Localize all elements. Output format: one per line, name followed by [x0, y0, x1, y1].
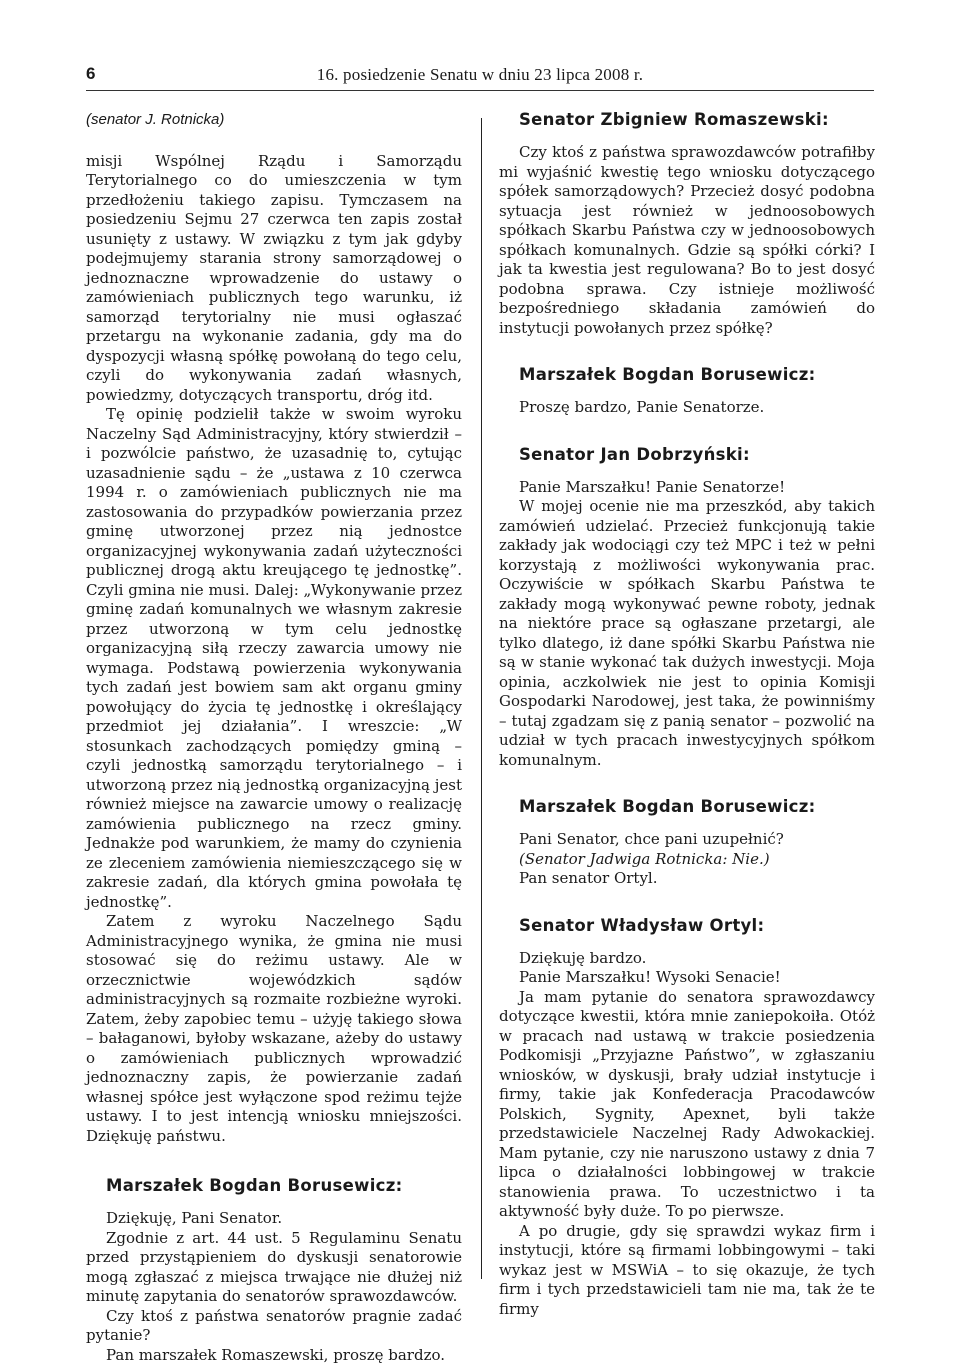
speaker-attribution: (senator J. Rotnicka)	[86, 110, 462, 130]
paragraph: Panie Marszałku! Panie Senatorze!	[499, 478, 875, 498]
paragraph: Tę opinię podzielił także w swoim wyroku Naczelny Sąd Administracyjny, który stwierdził – i pozwólcie państwo, że uzasadnię to, cytując uzasadnienie sądu – że „ustawa z 10 czerwca 1994 r. o zamówieniach publicznych nie ma zastosowania do przypadków powierzania przez gminę utworzonej przez nią jednostce organizacyjnej wykonywania zadań użyteczności publicznej drogą aktu kreującego tę jednostkę”. Czyli gmina nie musi. Dalej: „Wykonywanie przez gminę zadań komunalnych we własnym zakresie przez utworzoną w tym celu jednostkę organizacyjną siłą rzeczy zawarcia umowy nie wymaga. Podstawą powierzenia wykonywania tych zadań jest bowiem sam akt organu gminy powołujący do życia tę jednostkę i określający przedmiot jej działania”. I wreszcie: „W stosunkach zachodzących pomiędzy gminą – czyli jednostką samorządu terytorialnego – i utworzoną przez nią jednostką organizacyjną jest również miejsce na zawarcie umowy o realizację zamówienia publicznego na rzecz gminy. Jednakże pod warunkiem, że mamy do czynienia ze zleceniem zamówienia niemieszczącego się w zakresie zadań, dla których gmina powołała tę jednostkę”.	[86, 405, 462, 912]
speaker-heading: Marszałek Bogdan Borusewicz:	[519, 797, 875, 816]
right-column	[499, 110, 875, 1319]
paragraph: A po drugie, gdy się sprawdzi wykaz firm i instytucji, które są firmami lobbingowymi – taki wykaz jest w MSWiA – to się okazuje, że tych firm i tych przedstawicieli tam nie ma, tak że te firmy	[499, 1222, 875, 1320]
paragraph: Pan senator Ortyl.	[499, 869, 875, 889]
paragraph: Zatem z wyroku Naczelnego Sądu Administracyjnego wynika, że gmina nie musi stosować się do reżimu ustawy. Ale w orzecznictwie wojewódzkich sądów administracyjnych są rozmaite rozbieżne wyroki. Zatem, żeby zapobiec temu – użyję takiego słowa – bałaganowi, byłoby wskazane, ażeby do ustawy o zamówieniach publicznych wprowadzić jednoznaczny zapis, że powierzanie zadań własnej spółce jest wyłączone spod reżimu tejże ustawy. I to jest intencją wniosku mniejszości. Dziękuję państwu.	[86, 912, 462, 1146]
paragraph: Pani Senator, chce pani uzupełnić?	[499, 830, 875, 850]
paragraph: Zgodnie z art. 44 ust. 5 Regulaminu Senatu przed przystąpieniem do dyskusji senatorowie mogą zgłaszać z miejsca trwające nie dłużej niż minutę zapytania do senatorów sprawozdawców.	[86, 1229, 462, 1307]
page-number: 6	[86, 64, 95, 84]
page-header	[86, 64, 874, 91]
running-title: 16. posiedzenie Senatu w dniu 23 lipca 2008 r.	[86, 65, 874, 85]
speaker-heading: Senator Władysław Ortyl:	[519, 916, 875, 935]
speaker-heading: Marszałek Bogdan Borusewicz:	[519, 365, 875, 384]
paragraph: Czy ktoś z państwa senatorów pragnie zadać pytanie?	[86, 1307, 462, 1346]
speaker-heading: Marszałek Bogdan Borusewicz:	[106, 1176, 462, 1195]
interjection: (Senator Jadwiga Rotnicka: Nie.)	[499, 850, 875, 870]
paragraph: Ja mam pytanie do senatora sprawozdawcy dotyczące kwestii, która mnie zaniepokoiła. Otóż w pracach nad ustawą w trakcie posiedzenia Podkomisji „Przyjazne Państwo”, w zgłaszaniu wniosków, w dyskusji, brały udział instytucje i firmy, takie jak Konfederacja Pracodawców Polskich, Sygnity, Apexnet, byli także przedstawiciele Naczelnej Rady Adwokackiej. Mam pytanie, czy nie naruszono ustawy z dnia 7 lipca o działalności lobbingowej w trakcie stanowienia prawa. To uczestnictwo i ta aktywność były duże. To po pierwsze.	[499, 988, 875, 1222]
paragraph: Dziękuję, Pani Senator.	[86, 1209, 462, 1229]
left-column	[86, 110, 462, 1365]
paragraph: Dziękuję bardzo.	[499, 949, 875, 969]
paragraph: W mojej ocenie nie ma przeszkód, aby takich zamówień udzielać. Przecież funkcjonują takie zakłady jak wodociągi czy też MPC i też w pełni korzystają z możliwości wykonywania prac. Oczywiście w spółkach Skarbu Państwa te zakłady mogą wykonywać pewne roboty, jednak na niektóre prace są ogłaszane przetargi, ale tylko dlatego, iż dane spółki Skarbu Państwa nie są w stanie wykonać tak dużych inwestycji. Moja opinia, aczkolwiek nie jest to opinia Komisji Gospodarki Narodowej, jest taka, że powinniśmy – tutaj zgadzam się z panią senator – pozwolić na udział w tych pracach inwestycyjnych spółkom komunalnym.	[499, 497, 875, 770]
paragraph: misji Wspólnej Rządu i Samorządu Terytorialnego co do umieszczenia w tym przedłożeniu takiego zapisu. Tymczasem na posiedzeniu Sejmu 27 czerwca ten zapis został usunięty z ustawy. W związku z tym jak gdyby podejmujemy starania strony samorządowej o jednoznaczne wprowadzenie do ustawy o zamówieniach publicznych tego warunku, iż samorząd terytorialny nie musi ogłaszać przetargu na wykonanie zadania, gdy ma do dyspozycji własną spółkę powołaną do tego celu, czyli do wykonywania zadań własnych, powiedzmy, dotyczących transportu, dróg itd.	[86, 152, 462, 406]
speaker-heading: Senator Jan Dobrzyński:	[519, 445, 875, 464]
column-divider	[481, 118, 482, 1279]
paragraph: Pan marszałek Romaszewski, proszę bardzo.	[86, 1346, 462, 1365]
paragraph: Panie Marszałku! Wysoki Senacie!	[499, 968, 875, 988]
paragraph: Czy ktoś z państwa sprawozdawców potrafiłby mi wyjaśnić kwestię tego wniosku dotyczącego spółek samorządowych? Przecież dosyć podobna sytuacja jest również w jednoosobowych spółkach Skarbu Państwa czy w jednoosobowych spółkach komunalnych. Gdzie są spółki córki? I jak ta kwestia jest regulowana? Bo to jest dosyć podobna sprawa. Czy istnieje możliwość bezpośredniego składania zamówień do instytucji powołanych przez spółkę?	[499, 143, 875, 338]
speaker-heading: Senator Zbigniew Romaszewski:	[519, 110, 875, 129]
paragraph: Proszę bardzo, Panie Senatorze.	[499, 398, 875, 418]
